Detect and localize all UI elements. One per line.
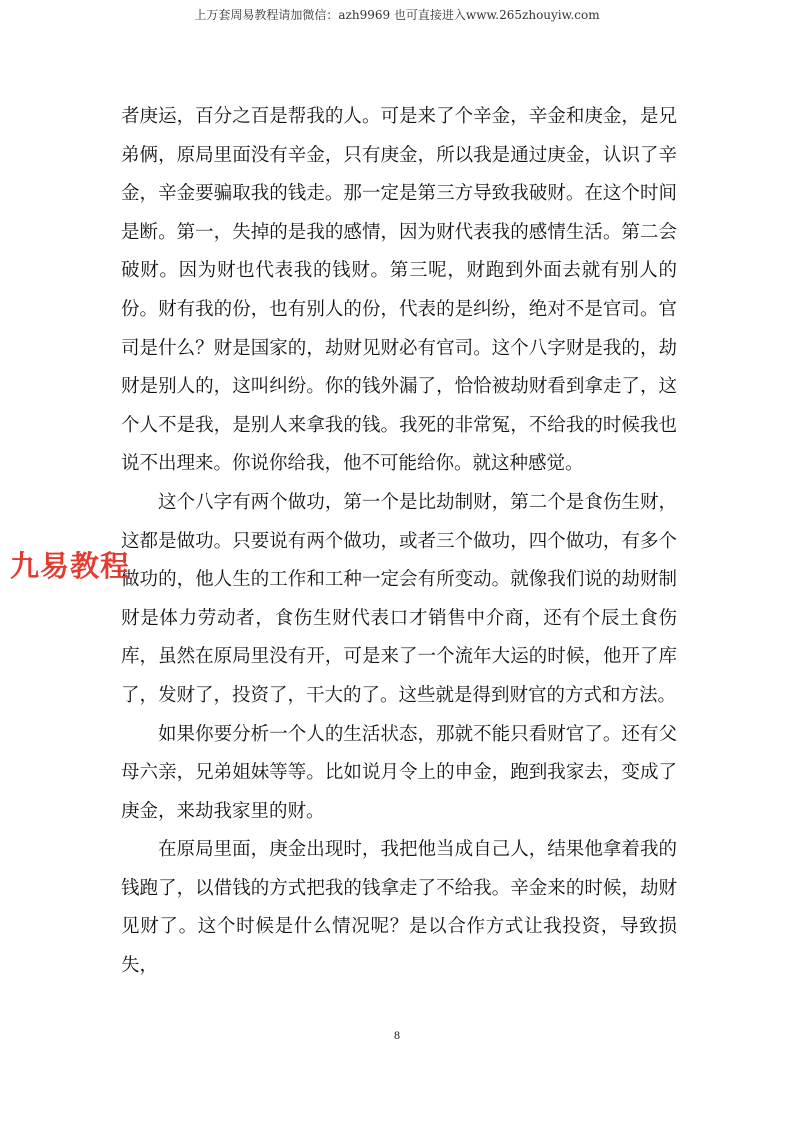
body-text — [121, 98, 677, 986]
watermark-stamp: 九易教程 — [10, 549, 131, 583]
page-header: 上万套周易教程请加微信：azh9969 也可直接进入www.265zhouyiw.com — [194, 8, 600, 22]
paragraph-2: 这个八字有两个做功，第一个是比劫制财，第二个是食伤生财，这都是做功。只要说有两个做功，或者三个做功，四个做功，有多个做功的，他人生的工作和工种一定会有所变动。就像我们说的劫财制财是体力劳动者，食伤生财代表口才销售中介商，还有个辰土食伤库，虽然在原局里没有开，可是来了一个流年大运的时候，他开了库了，发财了，投资了，干大的了。这些就是得到财官的方式和方法。 — [121, 491, 677, 706]
paragraph-3: 如果你要分析一个人的生活状态，那就不能只看财官了。还有父母六亲，兄弟姐妹等等。比如说月令上的申金，跑到我家去，变成了庚金，来劫我家里的财。 — [121, 723, 677, 822]
paragraph-4: 在原局里面，庚金出现时，我把他当成自己人，结果他拿着我的钱跑了，以借钱的方式把我的钱拿走了不给我。辛金来的时候，劫财见财了。这个时候是什么情况呢？是以合作方式让我投资，导致损失， — [121, 839, 677, 977]
page-number: 8 — [394, 1028, 400, 1042]
paragraph-1: 者庚运，百分之百是帮我的人。可是来了个辛金，辛金和庚金，是兄弟俩，原局里面没有辛金，只有庚金，所以我是通过庚金，认识了辛金，辛金要骗取我的钱走。那一定是第三方导致我破财。在这个时间是断。第一，失掉的是我的感情，因为财代表我的感情生活。第二会破财。因为财也代表我的钱财。第三呢，财跑到外面去就有别人的份。财有我的份，也有别人的份，代表的是纠纷，绝对不是官司。官司是什么？财是国家的，劫财见财必有官司。这个八字财是我的，劫财是别人的，这叫纠纷。你的钱外漏了，恰恰被劫财看到拿走了，这个人不是我，是别人来拿我的钱。我死的非常冤，不给我的时候我也说不出理来。你说你给我，他不可能给你。就这种感觉。 — [121, 106, 677, 475]
